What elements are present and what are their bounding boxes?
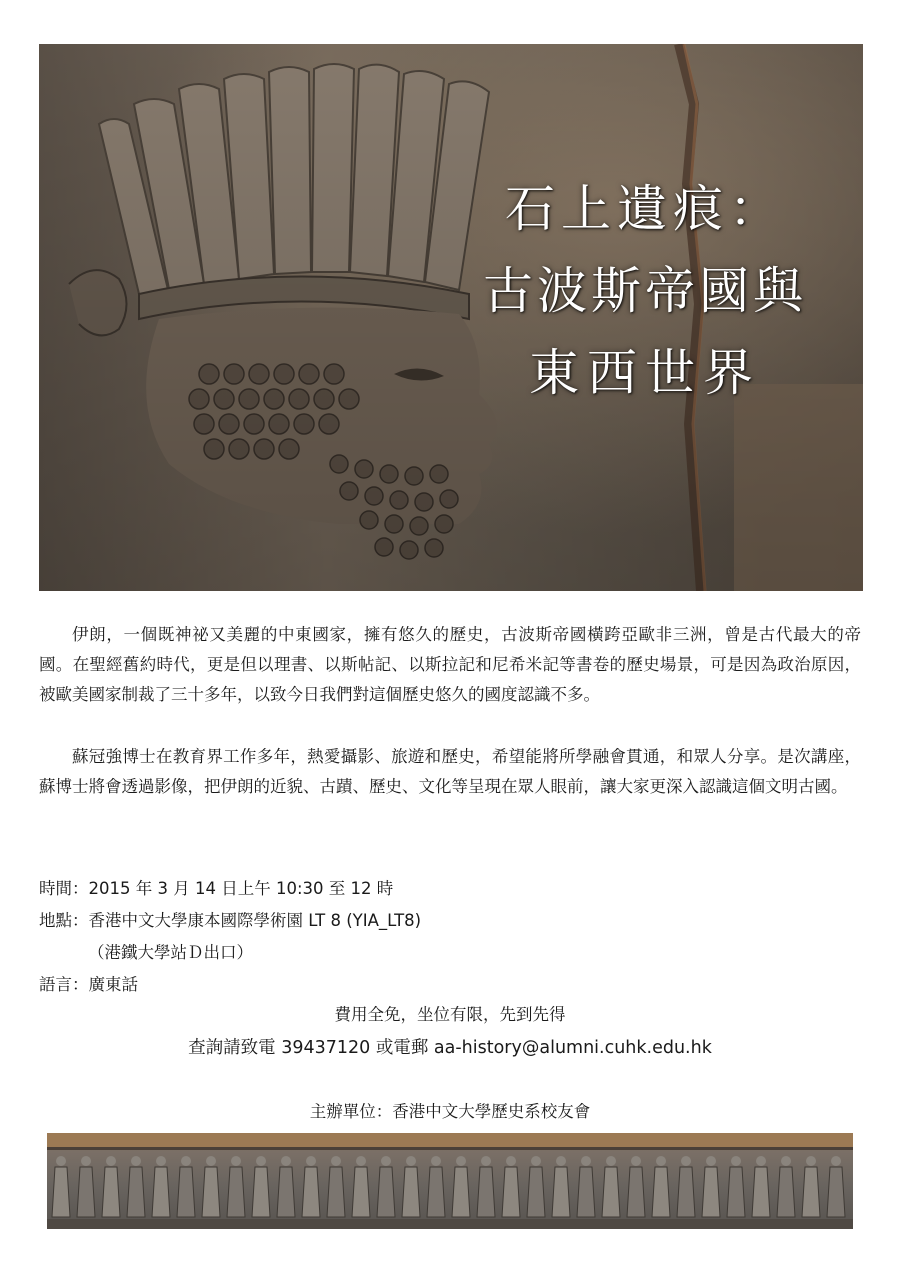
title-line-1: 石上遺痕：	[505, 180, 785, 238]
frieze-figure	[577, 1156, 595, 1217]
frieze-figure	[227, 1156, 245, 1217]
organizer: 主辦單位：香港中文大學歷史系校友會	[309, 1102, 591, 1121]
frieze-figure	[727, 1156, 745, 1217]
frieze-figure	[802, 1156, 820, 1217]
frieze-figure	[302, 1156, 320, 1217]
frieze-figure	[527, 1156, 545, 1217]
frieze-figure	[327, 1156, 345, 1217]
venue-exit-note: （港鐵大學站Ｄ出口）	[88, 943, 253, 962]
title-line-2: 古波斯帝國與	[483, 262, 807, 320]
frieze-figure	[102, 1156, 120, 1217]
title-line-3: 東西世界	[529, 344, 761, 402]
frieze-figure	[352, 1156, 370, 1217]
frieze-figure	[827, 1156, 845, 1217]
frieze-figure	[702, 1156, 720, 1217]
event-venue: 地點：香港中文大學康本國際學術園 LT 8 (YIA_LT8)	[39, 911, 422, 930]
frieze-figure	[377, 1156, 395, 1217]
frieze-figure	[452, 1156, 470, 1217]
frieze-figure	[777, 1156, 795, 1217]
frieze-figure	[277, 1156, 295, 1217]
frieze-figure	[552, 1156, 570, 1217]
frieze-figure	[477, 1156, 495, 1217]
frieze-figure	[177, 1156, 195, 1217]
hero-image	[39, 44, 863, 591]
frieze-figure	[252, 1156, 270, 1217]
fee-notice: 費用全免，坐位有限，先到先得	[334, 1005, 566, 1024]
frieze-figure	[127, 1156, 145, 1217]
frieze-figure	[427, 1156, 445, 1217]
frieze-figure	[602, 1156, 620, 1217]
intro-paragraph: 伊朗，一個既神祕又美麗的中東國家，擁有悠久的歷史，古波斯帝國橫跨亞歐非三洲，曾是古代最大的帝國。在聖經舊約時代，更是但以理書、以斯帖記、以斯拉記和尼希米記等書卷的歷史場景，可是因為政治原因，被歐美國家制裁了三十多年，以致今日我們對這個歷史悠久的國度認識不多。	[39, 625, 861, 704]
frieze-image	[47, 1133, 853, 1229]
contact-info: 查詢請致電 39437120 或電郵 aa-history@alumni.cuhk.edu.hk	[188, 1038, 712, 1058]
frieze-figure	[502, 1156, 520, 1217]
frieze-figure	[677, 1156, 695, 1217]
frieze-figure	[652, 1156, 670, 1217]
frieze-figure	[52, 1156, 70, 1217]
frieze-figure	[202, 1156, 220, 1217]
speaker-paragraph: 蘇冠強博士在教育界工作多年，熱愛攝影、旅遊和歷史，希望能將所學融會貫通，和眾人分享。是次講座，蘇博士將會透過影像，把伊朗的近貌、古蹟、歷史、文化等呈現在眾人眼前，讓大家更深入認識這個文明古國。	[39, 747, 861, 796]
event-time: 時間：2015 年 3 月 14 日上午 10:30 至 12 時	[39, 879, 394, 898]
event-language: 語言：廣東話	[39, 975, 138, 994]
event-title	[455, 180, 835, 402]
frieze-figure	[152, 1156, 170, 1217]
procession-frieze-illustration	[47, 1133, 853, 1229]
frieze-figure	[77, 1156, 95, 1217]
frieze-figure	[752, 1156, 770, 1217]
frieze-figure	[627, 1156, 645, 1217]
frieze-figure	[402, 1156, 420, 1217]
